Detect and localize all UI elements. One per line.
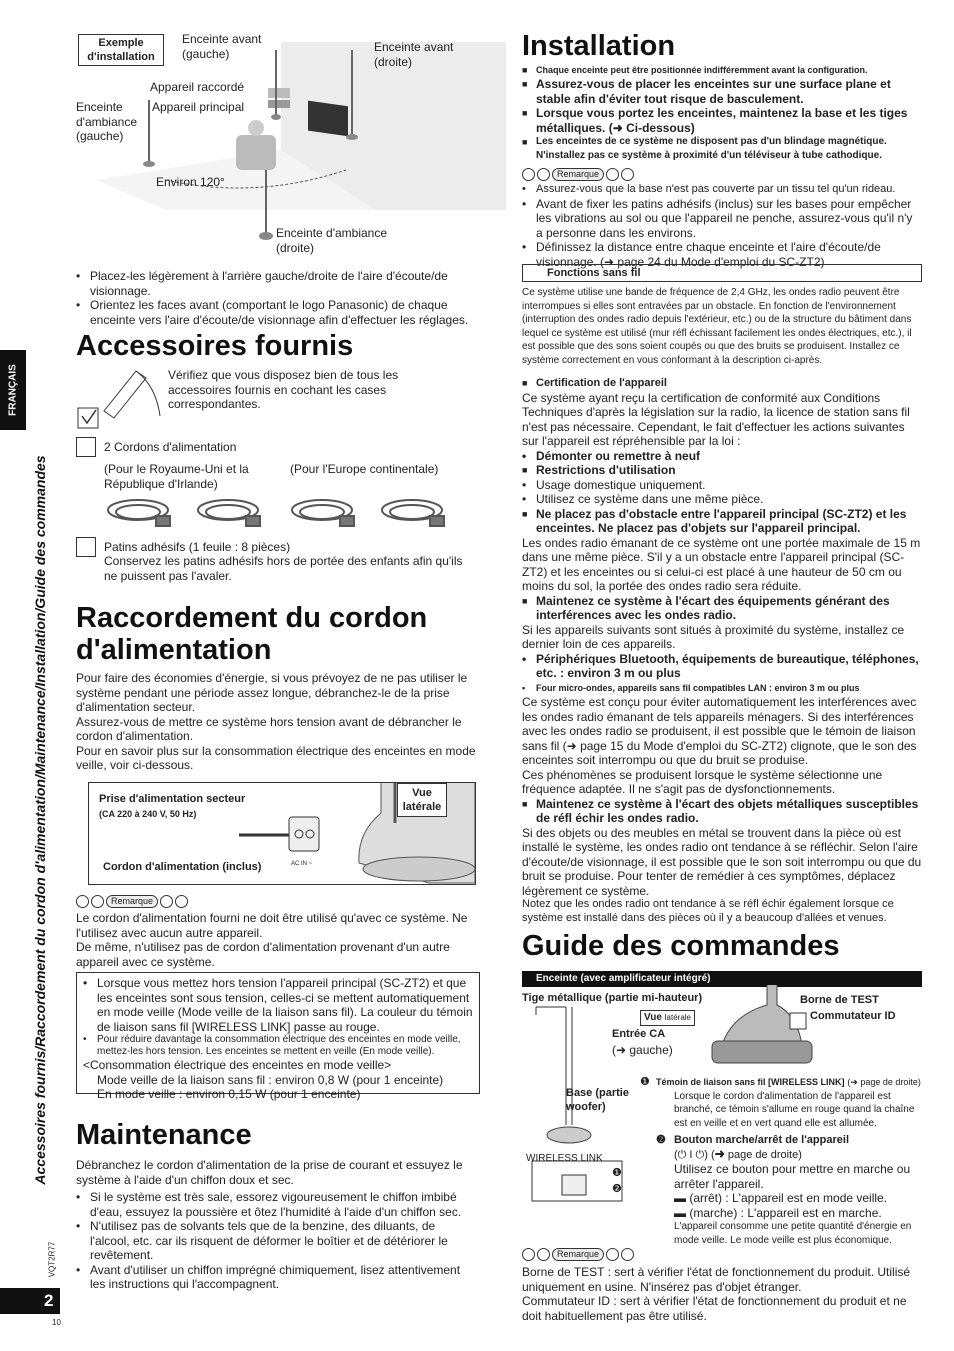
page-small-number: 10 [52, 1318, 61, 1327]
list-item: • N'utilisez pas de solvants tels que de la benzine, des diluants, de l'alcool, etc. car ils risquent de déformer le boîtier et de détériorer le revêtement. [76, 1219, 478, 1263]
section-index: Accessoires fournis/Raccordement du cordon d'alimentation/Maintenance/Installation/Guide des commandes [32, 455, 48, 1185]
guide-remarks: Borne de TEST : sert à vérifier l'état de fonctionnement du produit. Utilisé uniquement en usine. N'insérez pas d'objet étranger. Commutateur ID : sert à vérifier l'état de fonctionnement du produit et ne doit habituellement pas être utilisé. [522, 1265, 911, 1323]
placement-tips [76, 269, 486, 327]
sidebar [0, 350, 52, 1295]
label-connected: Appareil raccordé [150, 80, 245, 94]
callout-2: ❷ [612, 1183, 622, 1195]
on-icon: ▬ [674, 1205, 686, 1220]
side-view-label: Vue latérale [397, 783, 447, 817]
accessories-title: Accessoires fournis [76, 330, 354, 362]
label-front-left: Enceinte avant (gauche) [182, 32, 262, 61]
pen-check-icon [76, 366, 162, 432]
label-main-unit: Appareil principal [152, 100, 245, 114]
wireless-details: ■ Certification de l'appareil Ce système ayant reçu la certification de conformité aux Conditions Techniques d'après la législation sur la radio, la licence de station sans fil n'est pas nécessaire. Cependant, le fait d'effectuer les actions suivantes sur l'appareil est répréhensible par la loi : • Démonter ou remettre à neuf ■ Restrictions d'utilisation • Usage domestique uniquement. • Utilisez ce système dans une même pièce. ■ Ne placez pas d'obstacle entre l'appareil principal (SC-ZT2) et les enceintes. Ne placez pas d'objets sur l'appareil principal. Les ondes radio émanant de ce système ont une portée maximale de 15 m dans une même pièce. S'il y a un obstacle entre l'appareil principal (SC-ZT2) et les enceintes ou si celui-ci est placé à une hauteur de 50 cm ou moins du sol, la portée des ondes radio sera réduite. ■ Maintenez ce système à l'écart des équipements générant des interférences avec les ondes radio. Si les appareils suivants sont situés à proximité du système, installez ce dernier loin de ces appareils. • Périphériques Bluetooth, équipements de bureautique, téléphones, etc. : environ 3 m ou plus • Four micro-ondes, appareils sans fil compatibles LAN : environ 3 m ou plus Ce système est conçu pour éviter automatiquement les interférences avec les ondes radio émanant de tels appareils ménagers. Si des interférences avec les ondes radio se produisent, il est possible que le témoin de liaison sans fil (➜ page 15 du Mode d'emploi du SC-ZT2) clignote, que le son des enceintes soit interrompu ou que du bruit se produise. Ces phénomènes se produisent lorsque le système sélectionne une fréquence adaptée. Il ne s'agit pas de dysfonctionnements. ■ Maintenez ce système à l'écart des objets métalliques susceptibles de réfl échir les ondes radio. Si des objets ou des meubles en métal se trouvent dans la pièce où est installé le système, les ondes radio ont tendance à se réfléchir. Selon l'aire d'écoute/de visionnage, il est possible que le son soit interrompu ou que du bruit se produise. Pour tenter de remédier à ces symptômes, déplacez légèrement ce système. Notez que les ondes radio ont tendance à se réfl échir également lorsque ce système est installé dans des pièces où il y a beaucoup d'allées et venues. [522, 376, 922, 925]
wireless-link-label: WIRELESS LINK [526, 1153, 603, 1164]
ac-in-label: AC IN ~ [291, 861, 313, 867]
label-surround-right: Enceinte d'ambiance (droite) [276, 226, 388, 255]
remarque-badge: Remarque [76, 894, 188, 908]
power-text: Pour faire des économies d'énergie, si vous prévoyez de ne pas utiliser le système pendant une période assez longue, débranchez-le de la prise d'alimentation secteur. Assurez-vous de mettre ce système hors tension avant de débrancher le cordon d'alimentation. Pour en savoir plus sur la consommation électrique des enceintes en mode veille, voir ci-dessous. [76, 671, 476, 772]
cords-checkbox[interactable] [76, 437, 96, 457]
installation-title: Installation [522, 30, 676, 62]
installation-example-diagram [76, 30, 506, 260]
label-front-right: Enceinte avant (droite) [374, 40, 454, 69]
remarque-badge: Remarque [522, 167, 634, 181]
callout-1: ❶ [612, 1167, 622, 1179]
list-item: • Si le système est très sale, essorez vigoureusement le chiffon imbibé d'eau, essuyez la poussière et ôtez l'humidité à l'aide d'un chiffon sec. [76, 1190, 478, 1219]
standby-info-box: • Lorsque vous mettez hors tension l'appareil principal (SC-ZT2) et que les enceintes sont sous tension, celles-ci se mettent automatiquement en mode veille (Mode veille de la liaison sans fil). La couleur du témoin de liaison sans fil [WIRELESS LINK] passe au rouge. • Pour réduire davantage la consommation électrique des enceintes en mode veille, mettez-les hors tension. Les enceintes se mettent en veille (En mode veille). <Consommation électrique des enceintes en mode veille> Mode veille de la liaison sans fil : environ 0,8 W (pour 1 enceinte) En mode veille : environ 0,15 W (pour 1 enceinte) [76, 972, 480, 1094]
id-switch-label: Commutateur ID [810, 1010, 896, 1022]
label-surround-left: Enceinte d'ambiance (gauche) [76, 100, 137, 143]
ac-input-label: Entrée CA [612, 1028, 666, 1040]
eu-label: (Pour l'Europe continentale) [290, 462, 439, 476]
doc-code: VQT2R77 [47, 1241, 57, 1278]
ac-input-ref: (➜ gauche) [612, 1043, 673, 1057]
speaker-section-bar: Enceinte (avec amplificateur intégré) [522, 971, 922, 987]
power-connection-diagram [88, 782, 476, 885]
standby-icon: ▬ [674, 1191, 686, 1205]
pads-checkbox[interactable] [76, 537, 96, 557]
guide-title: Guide des commandes [522, 930, 840, 962]
wireless-functions-header: Fonctions sans fil [522, 264, 922, 282]
pads-label: Patins adhésifs (1 feuile : 8 pièces) [104, 540, 291, 554]
power-symbols-icon: ⏻ I ⏻ [677, 1148, 705, 1161]
power-title-line2: d'alimentation [76, 634, 272, 666]
outlet-label: Prise d'alimentation secteur [99, 793, 246, 805]
accessories-intro: Vérifiez que vous disposez bien de tous les accessoires fournis en cochant les cases correspondantes. [168, 368, 399, 411]
side-view-box: Vue latérale [640, 1010, 695, 1026]
installation-rules: ■ Chaque enceinte peut être positionnée indifféremment avant la configuration. ■ Assurez-vous de placer les enceintes sur une surface plane et stable afin d'éviter tout risque de basculement. ■ Lorsque vous portez les enceintes, maintenez la base et les tiges métalliques. (➜ Ci-dessous) ■ Les enceintes de ce système ne disposent pas d'un blindage magnétique. N'installez pas ce système à proximité d'un téléviseur à tube cathodique. [522, 64, 922, 163]
base-label: Base (partie woofer) [566, 1087, 629, 1113]
item-1-description: ❶ Témoin de liaison sans fil [WIRELESS LINK] (➜ page de droite) Lorsque le cordon d'alimentation de l'appareil est branché, ce témoin s'allume en rouge quand la chaîne est en veille et en vert quand elle est allumée. [640, 1076, 921, 1129]
example-label: Exemple d'installation [78, 34, 164, 66]
item-2-description: ❷ Bouton marche/arrêt de l'appareil (⏻ I ⏻) (➜ page de droite) Utilisez ce bouton pour mettre en marche ou arrêter l'appareil. ▬ (arrêt) : L'appareil est en mode veille. ▬ (marche) : L'appareil est en marche. L'appareil consomme une petite quantité d'énergie en mode veille. Le mode veille est plus économique. [656, 1134, 912, 1246]
rod-label: Tige métallique (partie mi-hauteur) [522, 992, 703, 1004]
maintenance-intro: Débranchez le cordon d'alimentation de la prise de courant et essuyez le système à l'aide d'un chiffon doux et sec. [76, 1158, 463, 1187]
installation-notes: • Assurez-vous que la base n'est pas couverte par un tissu tel qu'un rideau. • Avant de fixer les patins adhésifs (inclus) sur les bases pour empêcher les vibrations au sol ou que l'appareil ne penche, assurez-vous qu'il n'y a personne dans les environs. • Définissez la distance entre chaque enceinte et l'aire d'écoute/de visionnage. (➜ page 24 du Mode d'emploi du SC-ZT2) [522, 182, 922, 269]
wireless-intro: Ce système utilise une bande de fréquence de 2,4 GHz, les ondes radio peuvent être interrompues si elles sont entravées par un obstacle. En fonction de l'environnement (interruption des ondes radio depuis l'extérieur, etc.) ou de la structure du bâtiment dans lequel ce système est utilisé (mur réfl échissant facilement les ondes électriques, etc.), il est possible que des sons soient coupés ou que des bruits se produisent. Installez ce système correctement en vous conformant à la description ci-après. [522, 287, 912, 366]
pads-note: Conservez les patins adhésifs hors de portée des enfants afin qu'ils ne puissent pas l'avaler. [104, 554, 463, 583]
list-item: • Placez-les légèrement à l'arrière gauche/droite de l'aire d'écoute/de visionnage. [76, 269, 486, 298]
label-angle: Environ 120° [156, 175, 225, 189]
remarque-badge: Remarque [522, 1247, 634, 1261]
list-item: • Avant d'utiliser un chiffon imprégné chimiquement, lisez attentivement les instructions qui l'accompagnent. [76, 1263, 478, 1292]
page-number: 2 [0, 1288, 60, 1314]
maintenance-title: Maintenance [76, 1119, 252, 1151]
maintenance-list [76, 1190, 478, 1292]
voltage-label: (CA 220 à 240 V, 50 Hz) [99, 809, 197, 819]
list-item: • Orientez les faces avant (comportant le logo Panasonic) de chaque enceinte vers l'aire d'écoute/de visionnage afin d'effectuer les réglages. [76, 298, 486, 327]
language-tab: FRANÇAIS [0, 350, 26, 430]
uk-label: (Pour le Royaume-Uni et la République d'Irlande) [104, 462, 249, 491]
test-terminal-label: Borne de TEST [800, 994, 879, 1006]
power-notes: Le cordon d'alimentation fourni ne doit être utilisé qu'avec ce système. Ne l'utilisez avec aucun autre appareil. De même, n'utilisez pas de cordon d'alimentation provenant d'un autre appareil avec ce système. [76, 911, 468, 969]
power-title-line1: Raccordement du cordon [76, 602, 428, 634]
power-cords-illustration [100, 492, 460, 532]
cord-label: Cordon d'alimentation (inclus) [103, 861, 262, 873]
cords-label: 2 Cordons d'alimentation [104, 440, 237, 454]
